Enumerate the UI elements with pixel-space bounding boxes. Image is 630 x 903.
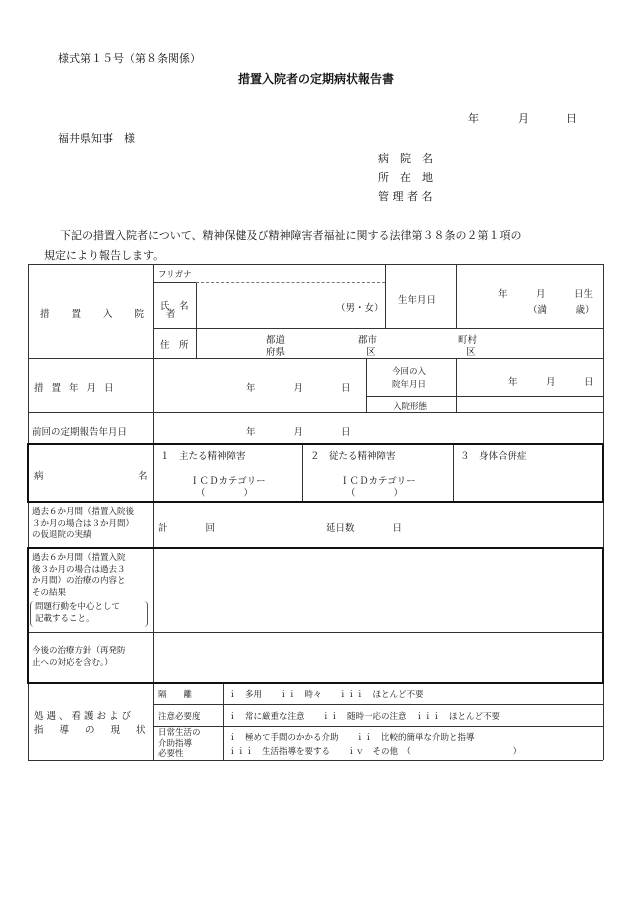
main-disorder-label: １ 主たる精神障害 [160, 451, 246, 462]
city-line2: 区 [366, 347, 376, 358]
care-label-line1: 処遇、看護および [34, 711, 135, 722]
care-label-line2: 指導の現状 [34, 725, 162, 736]
treatment-note: 問題行動を中心として 記載すること。 [30, 601, 148, 627]
birth-label: 生年月日 [398, 295, 437, 306]
treatment-label: 過去６か月間（措置入院 後３か月の場合は過去３ か月間）の治療の内容と その結果 [32, 553, 126, 598]
this-admission-label-1: 今回の入 [392, 367, 427, 377]
town-line2: 区 [466, 347, 476, 358]
previous-report-label: 前回の定期報告年月日 [32, 427, 128, 438]
diagnosis-label-b: 名 [138, 471, 148, 482]
leave-count: 計 回 [158, 523, 216, 534]
daily-care-label: 日常生活の 介助指導 必要性 [158, 728, 201, 759]
form-number: 様式第１５号（第８条関係） [58, 52, 201, 65]
furigana-label: フリガナ [158, 270, 192, 280]
isolation-options: ｉ 多用 ｉｉ 時々 ｉｉｉ ほとんど不要 [228, 690, 424, 700]
manager-label: 管 理 者 名 [378, 190, 433, 203]
page-title: 措置入院者の定期病状報告書 [238, 72, 395, 86]
admission-date: 年 月 日 [246, 383, 351, 394]
previous-report-date: 年 月 日 [246, 427, 351, 438]
daily-care-options-line2: ｉｉｉ 生活指導を要する ｉｖ その他 （ ） [228, 747, 522, 757]
patient-section-label: 措置入院者 [40, 309, 198, 320]
leave-days: 延日数 日 [326, 523, 403, 534]
icd-code-1: （ ） [196, 488, 254, 499]
future-plan-label: 今後の治療方針（再発防 止への対応を含む。） [32, 646, 126, 668]
diagnosis-label-a: 病 [34, 471, 44, 482]
town-line1: 町村 [458, 335, 478, 346]
isolation-label: 隔 離 [158, 690, 193, 700]
birth-date: 年 月 日生 [498, 289, 594, 300]
icd-category-2: ＩＣＤカテゴリー [340, 476, 416, 487]
prefecture-line1: 都道 [266, 335, 286, 346]
age: （満 歳） [528, 305, 595, 316]
intro-text-line2: 規定により報告します。 [44, 249, 165, 262]
sex-options: （男・女） [336, 303, 384, 314]
date-year: 年 [468, 112, 479, 125]
icd-category-1: ＩＣＤカテゴリー [190, 476, 266, 487]
location-label: 所 在 地 [378, 171, 433, 184]
date-month: 月 [518, 112, 529, 125]
this-admission-date: 年 月 日 [508, 377, 594, 388]
icd-code-2: （ ） [346, 488, 404, 499]
intro-text-line1: 下記の措置入院者について、精神保健及び精神障害者福祉に関する法律第３８条の２第１項の [60, 229, 522, 242]
name-label: 氏 名 [160, 301, 189, 312]
physical-complication-label: ３ 身体合併症 [460, 451, 527, 462]
city-line1: 郡市 [358, 335, 378, 346]
prefecture-line2: 府県 [266, 347, 286, 358]
admission-date-label: 措置年月日 [34, 383, 122, 394]
address-label: 住 所 [160, 340, 189, 351]
daily-care-options-line1: ｉ 極めて手間のかかる介助 ｉｉ 比較的簡単な介助と指導 [228, 733, 475, 743]
this-admission-label-2: 院年月日 [392, 380, 427, 390]
date-day: 日 [566, 112, 577, 125]
attention-options: ｉ 常に厳重な注意 ｉｉ 随時一応の注意 ｉｉｉ ほとんど不要 [228, 712, 501, 722]
temporary-leave-label: 過去６か月間（措置入院後 ３か月の場合は３か月間） の仮退院の実績 [32, 507, 135, 540]
sub-disorder-label: ２ 従たる精神障害 [310, 451, 396, 462]
hospital-name-label: 病 院 名 [378, 152, 433, 165]
attention-label: 注意必要度 [158, 712, 201, 722]
admission-form-label: 入院形態 [393, 402, 428, 412]
addressee: 福井県知事 様 [58, 132, 135, 145]
